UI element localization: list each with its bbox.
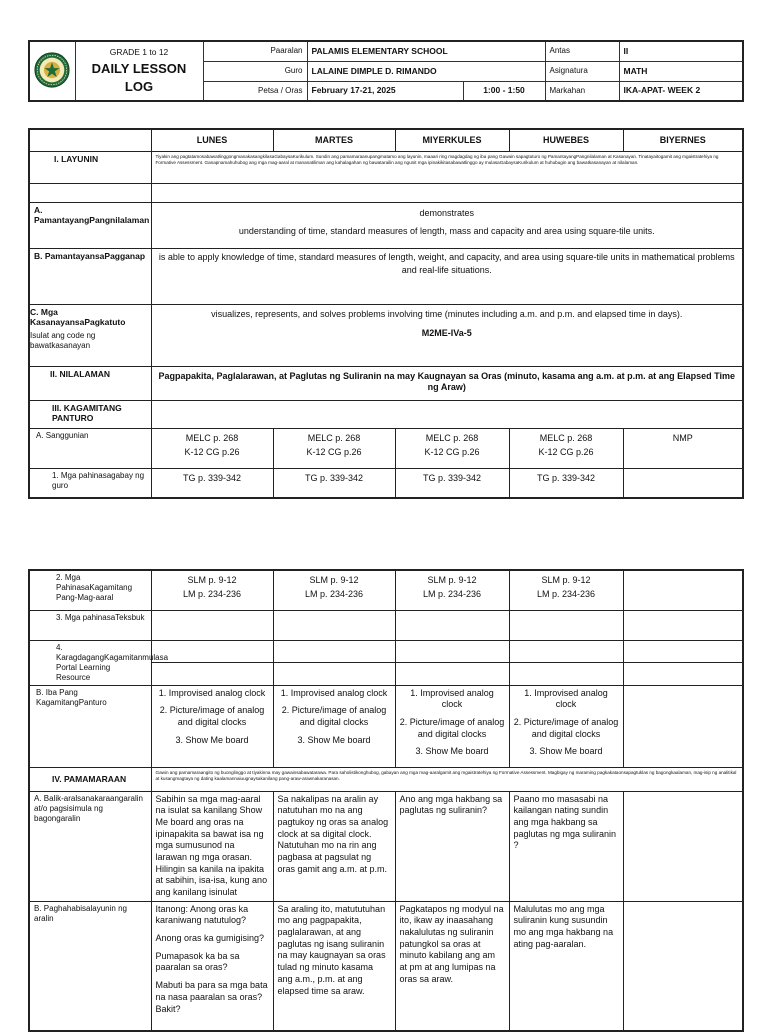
markahan-label: Markahan bbox=[545, 81, 619, 101]
mag-aaral-huwebes: SLM p. 9-12 LM p. 234-236 bbox=[509, 570, 623, 610]
document-title bbox=[75, 41, 203, 101]
kagamitang-mag-aaral-row bbox=[29, 570, 743, 610]
kasanayan-sublabel: Isulat ang code ng bawatkasanayan bbox=[30, 330, 96, 350]
lesson-log-table-continued bbox=[28, 569, 744, 1032]
antas-label: Antas bbox=[545, 41, 619, 61]
asignatura-label: Asignatura bbox=[545, 61, 619, 81]
mag-aaral-biyernes bbox=[623, 570, 743, 610]
pamantayang-pangnilalaman-row bbox=[29, 202, 743, 248]
pahinasagabay-miyerkules: TG p. 339-342 bbox=[395, 468, 509, 498]
kagamitang-mag-aaral-label: 2. Mga PahinasaKagamitang Pang-Mag-aaral bbox=[29, 570, 151, 610]
mag-aaral-lunes: SLM p. 9-12 LM p. 234-236 bbox=[151, 570, 273, 610]
pahinasagabay-lunes: TG p. 339-342 bbox=[151, 468, 273, 498]
day-biyernes: BIYERNES bbox=[623, 129, 743, 151]
pangnilalaman-line2: understanding of time, standard measures of length, mass and capacity and area using square-tile units. bbox=[238, 225, 655, 236]
nilalaman-label: II. NILALAMAN bbox=[29, 366, 151, 400]
header-table bbox=[28, 40, 744, 102]
sanggunian-huwebes: MELC p. 268 K-12 CG p.26 bbox=[509, 428, 623, 468]
iba-pang-miyerkules: 1. Improvised analog clock 2. Picture/image of analog and digital clocks 3. Show Me board bbox=[395, 685, 509, 767]
pahinasagabay-martes: TG p. 339-342 bbox=[273, 468, 395, 498]
layunin-text: Tiyakin ang pagtatamosabawatlinggongmanakasangkilasaGabaysaKurikulum. Sundin ang pamamaraanupangmatamo ang layunin, maaari ring magdagdag ng iba pang Gawain sapagtuturo ng PamantayangPangnilalaman at Kasanayan. Tinatayaitogamit ang mgaistratehiya ng Formative Assessment. Ganapnamahuhubog ang mga mag-aaral at mananatiliman ang kahalagahan ng bawatarailin ang ngunit mga ipinakikitasabawatlinggo ay mulasaGabaysaKurikulum at huhubugin ang bawatkasanayan at nilalaman. bbox=[151, 151, 743, 183]
sanggunian-label: A. Sanggunian bbox=[29, 428, 151, 468]
pamantayan-pagganap-text: is able to apply knowledge of time, standard measures of length, weight, and capacity, and area using square-tile units in mathematical problems and real-life situations. bbox=[151, 248, 743, 304]
balik-aral-biyernes bbox=[623, 791, 743, 901]
balik-aral-lunes: Sabihin sa mga mag-aaral na isulat sa kanilang Show Me board ang oras na ipinapakita sa bawat isa ng mga sumusunod na larawan ng mga orasan. Hilingin sa kanila na ipakita at sabihin, isa-isa, kung ano ang kanilang isinulat bbox=[151, 791, 273, 901]
sanggunian-lunes: MELC p. 268 K-12 CG p.26 bbox=[151, 428, 273, 468]
day-huwebes: HUWEBES bbox=[509, 129, 623, 151]
iba-pang-lunes: 1. Improvised analog clock 2. Picture/image of analog and digital clocks 3. Show Me board bbox=[151, 685, 273, 767]
empty-corner bbox=[29, 129, 151, 151]
pamamaraan-text: Gawin ang pamamaraangito ng buonglinggo at tiyakinna may gawainsabawatarawa. Para saholistikonghubog, gabayan ang mga mag-aaralgamit ang mgaistratehiya ng Formative Assessment. Magbigay ng maraming pagkakataonsapagtuklas ng bagongkaalaman, mag-isip ng analitikal at kusangmagtaya ng dating kaalamannaiuugnaysakanilang pang-araw-arawnakaranasan. bbox=[151, 767, 743, 791]
grade-range: GRADE 1 to 12 bbox=[109, 46, 169, 57]
pamamaraan-row bbox=[29, 767, 743, 791]
paghahabi-row bbox=[29, 901, 743, 1031]
balik-aral-label: A. Balik-aralsanakaraangaralin at/o pagsisimula ng bagongaralin bbox=[29, 791, 151, 901]
teksbuk-row bbox=[29, 610, 743, 640]
paghahabi-label: B. Paghahabisalayunin ng aralin bbox=[29, 901, 151, 1031]
guro-value: LALAINE DIMPLE D. RIMANDO bbox=[307, 61, 545, 81]
pahinasagabay-biyernes bbox=[623, 468, 743, 498]
portal-label: 4. KaragdagangKagamitanmulasa Portal Learning Resource bbox=[29, 640, 151, 685]
iba-pang-label: B. Iba Pang KagamitangPanturo bbox=[29, 685, 151, 767]
nilalaman-row bbox=[29, 366, 743, 400]
sanggunian-row bbox=[29, 428, 743, 468]
sanggunian-miyerkules: MELC p. 268 K-12 CG p.26 bbox=[395, 428, 509, 468]
antas-value: II bbox=[619, 41, 743, 61]
pamantayang-pangnilalaman-label: A. PamantayangPangnilalaman bbox=[29, 202, 151, 248]
kagamitang-label: III. KAGAMITANG PANTURO bbox=[29, 400, 151, 428]
school-seal bbox=[29, 41, 75, 101]
kagamitang-row bbox=[29, 400, 743, 428]
paaralan-label: Paaralan bbox=[203, 41, 307, 61]
guro-label: Guro bbox=[203, 61, 307, 81]
pahinasagabay-row bbox=[29, 468, 743, 498]
title-line-2: LOG bbox=[124, 78, 154, 94]
kasanayan-label-cell bbox=[29, 304, 151, 366]
pahinasagabay-huwebes: TG p. 339-342 bbox=[509, 468, 623, 498]
mag-aaral-miyerkules: SLM p. 9-12 LM p. 234-236 bbox=[395, 570, 509, 610]
seal-icon bbox=[33, 51, 71, 89]
kasanayan-code: M2ME-IVa-5 bbox=[421, 327, 472, 338]
mag-aaral-martes: SLM p. 9-12 LM p. 234-236 bbox=[273, 570, 395, 610]
paghahabi-biyernes bbox=[623, 901, 743, 1031]
paghahabi-miyerkules: Pagkatapos ng modyul na ito, ikaw ay inaasahang nakalulutas ng suliranin patungkol sa oras at minuto kabilang ang am at pm at ang lumipas na oras sa araw. bbox=[395, 901, 509, 1031]
kasanayan-row bbox=[29, 304, 743, 366]
portal-row-a bbox=[29, 640, 743, 663]
days-header-row bbox=[29, 129, 743, 151]
sanggunian-martes: MELC p. 268 K-12 CG p.26 bbox=[273, 428, 395, 468]
lesson-log-table bbox=[28, 128, 744, 499]
pamantayan-pagganap-row bbox=[29, 248, 743, 304]
day-martes: MARTES bbox=[273, 129, 395, 151]
sanggunian-biyernes: NMP bbox=[623, 428, 743, 468]
iba-pang-biyernes bbox=[623, 685, 743, 767]
kasanayan-text: visualizes, represents, and solves problems involving time (minutes including a.m. and p.m. and elapsed time in days). bbox=[211, 308, 683, 319]
iba-pang-huwebes: 1. Improvised analog clock 2. Picture/image of analog and digital clocks 3. Show Me board bbox=[509, 685, 623, 767]
oras-value: 1:00 - 1:50 bbox=[463, 81, 545, 101]
balik-aral-martes: Sa nakalipas na aralin ay natutuhan mo na ang pagtukoy ng oras sa analog clock at sa digital clock. Natutuhan mo na rin ang pagbasa at pagsulat ng oras gamit ang a.m. at p.m. bbox=[273, 791, 395, 901]
layunin-blank-row bbox=[29, 183, 743, 202]
kasanayan-label: C. Mga KasanayansaPagkatuto bbox=[30, 306, 126, 328]
balik-aral-row bbox=[29, 791, 743, 901]
nilalaman-text: Pagpapakita, Paglalarawan, at Paglutas ng Suliranin na may Kaugnayan sa Oras (minuto, kasama ang a.m. at p.m. at ang Elapsed Time ng Araw) bbox=[151, 366, 743, 400]
paghahabi-martes: Sa araling ito, matututuhan mo ang pagpapakita, paglalarawan, at ang paglutas ng isang suliranin na may kaugnayan sa oras tulad ng minuto kasama ang a.m., p.m. at ang elapsed time sa araw. bbox=[273, 901, 395, 1031]
iba-pang-martes: 1. Improvised analog clock 2. Picture/image of analog and digital clocks 3. Show Me board bbox=[273, 685, 395, 767]
paaralan-value: PALAMIS ELEMENTARY SCHOOL bbox=[307, 41, 545, 61]
pamamaraan-label: IV. PAMAMARAAN bbox=[29, 767, 151, 791]
teksbuk-label: 3. Mga pahinasaTeksbuk bbox=[29, 610, 151, 640]
petsa-label: Petsa / Oras bbox=[203, 81, 307, 101]
paghahabi-lunes: Itanong: Anong oras ka karaniwang natutulog? Anong oras ka gumigising? Pumapasok ka ba sa paaralan sa oras? Mabuti ba para sa mga bata na nasa paaralan sa oras? Bakit? bbox=[151, 901, 273, 1031]
balik-aral-miyerkules: Ano ang mga hakbang sa paglutas ng suliranin? bbox=[395, 791, 509, 901]
markahan-value: IKA-APAT- WEEK 2 bbox=[619, 81, 743, 101]
pamantayang-pangnilalaman-text bbox=[151, 202, 743, 248]
petsa-value: February 17-21, 2025 bbox=[307, 81, 463, 101]
pamantayan-pagganap-label: B. PamantayansaPagganap bbox=[29, 248, 151, 304]
layunin-label: I. LAYUNIN bbox=[29, 151, 151, 183]
iba-pang-row bbox=[29, 685, 743, 767]
pahinasagabay-label: 1. Mga pahinasagabay ng guro bbox=[29, 468, 151, 498]
balik-aral-huwebes: Paano mo masasabi na kailangan nating sundin ang mga hakbang sa paglutas ng mga suliranin ? bbox=[509, 791, 623, 901]
pangnilalaman-line1: demonstrates bbox=[419, 207, 475, 218]
kasanayan-text-cell bbox=[151, 304, 743, 366]
day-miyerkules: MIYERKULES bbox=[395, 129, 509, 151]
asignatura-value: MATH bbox=[619, 61, 743, 81]
title-line-1: DAILY LESSON bbox=[91, 61, 187, 77]
paghahabi-huwebes: Malulutas mo ang mga suliranin kung susundin mo ang mga hakbang na ating pag-aaralan. bbox=[509, 901, 623, 1031]
layunin-row bbox=[29, 151, 743, 183]
day-lunes: LUNES bbox=[151, 129, 273, 151]
